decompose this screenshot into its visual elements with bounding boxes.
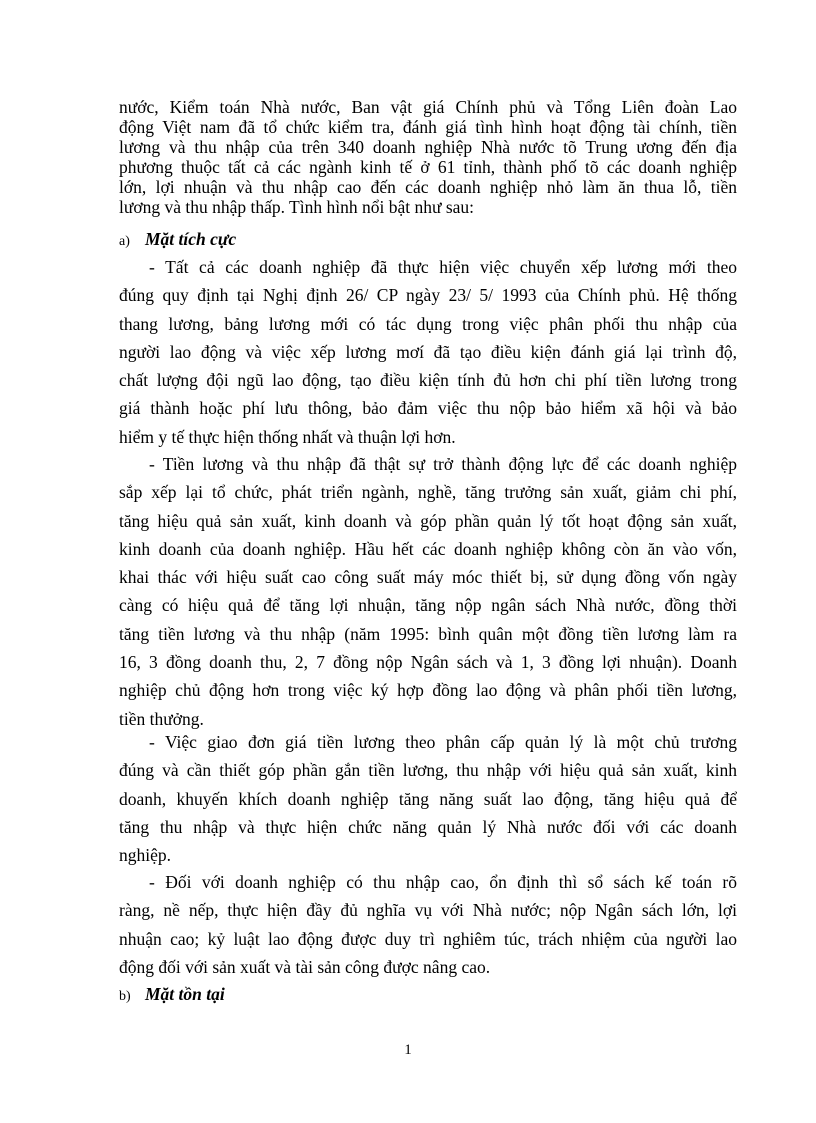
section-b-heading — [119, 984, 225, 1007]
intro-paragraph — [119, 97, 737, 217]
text-line: tăng tiền lương và thu nhập (năm 1995: bình quân một đồng tiền lương làm ra — [119, 623, 737, 644]
page-number: 1 — [404, 1042, 412, 1058]
text-line: tăng thu nhập và thực hiện chức năng quản lý Nhà nước đối với các doanh — [119, 816, 737, 837]
text-line: - Việc giao đơn giá tiền lương theo phân cấp quản lý là một chủ trương — [149, 732, 737, 752]
section-a-title: Mặt tích cực — [145, 229, 237, 249]
text-line: nhuận cao; kỷ luật lao động được duy trì nghiêm túc, trách nhiệm của người lao — [119, 928, 737, 949]
paragraph-3 — [119, 728, 737, 869]
paragraph-2 — [119, 450, 737, 733]
section-b-title: Mặt tồn tại — [145, 984, 225, 1004]
text-line: nghiệp chủ động hơn trong việc ký hợp đồng lao động và phân phối tiền lương, — [119, 680, 737, 701]
text-line: ràng, nề nếp, thực hiện đầy đủ nghĩa vụ với Nhà nước; nộp Ngân sách lớn, lợi — [119, 900, 737, 921]
section-a-label: a) — [119, 234, 130, 249]
text-line: càng có hiệu quả để tăng lợi nhuận, tăng nộp ngân sách Nhà nước, đồng thời — [119, 595, 737, 616]
text-line: động Việt nam đã tổ chức kiểm tra, đánh giá tình hình hoạt động tài chính, tiền — [119, 117, 737, 137]
text-line: kinh doanh của doanh nghiệp. Hầu hết các doanh nghiệp không còn ăn vào vốn, — [119, 538, 737, 559]
text-line: thang lương, bảng lương mới có tác dụng trong việc phân phối thu nhập của — [119, 313, 737, 334]
text-line: tăng hiệu quả sản xuất, kinh doanh và góp phần quản lý tốt hoạt động sản xuất, — [119, 510, 737, 531]
text-line: động đối với sản xuất và tài sản công được nâng cao. — [119, 956, 491, 977]
text-line: - Tiền lương và thu nhập đã thật sự trở thành động lực để các doanh nghiệp — [149, 454, 737, 474]
text-line: khai thác với hiệu suất cao công suất máy móc thiết bị, sử dụng đồng vốn ngày — [119, 567, 737, 588]
section-b-label: b) — [119, 989, 131, 1004]
text-line: lương và thu nhập của trên 340 doanh nghiệp Nhà nước tõ Trung ương đến địa — [119, 137, 737, 157]
text-line: lớn, lợi nhuận và thu nhập cao đến các doanh nghiệp nhỏ làm ăn thua lỗ, tiền — [119, 177, 737, 197]
paragraph-4 — [119, 868, 737, 981]
text-line: 16, 3 đồng doanh thu, 2, 7 đồng nộp Ngân sách và 1, 3 đồng lợi nhuận). Doanh — [119, 652, 737, 673]
paragraph-1 — [119, 253, 737, 451]
text-line: nghiệp. — [119, 845, 172, 866]
text-line: đúng quy định tại Nghị định 26/ CP ngày 23/ 5/ 1993 của Chính phủ. Hệ thống — [119, 285, 737, 306]
text-line: lương và thu nhập thấp. Tình hình nổi bật như sau: — [119, 197, 475, 217]
section-a-heading — [119, 229, 236, 252]
text-line: doanh, khuyến khích doanh nghiệp tăng năng suất lao động, tăng hiệu quả để — [119, 788, 737, 809]
text-line: - Đối với doanh nghiệp có thu nhập cao, ổn định thì sổ sách kế toán rõ — [149, 872, 737, 892]
text-line: giá thành hoặc phí lưu thông, bảo đảm việc thu nộp bảo hiểm xã hội và bảo — [119, 398, 737, 419]
text-line: sắp xếp lại tổ chức, phát triển ngành, nghề, tăng trưởng sản xuất, giảm chi phí, — [119, 482, 737, 503]
text-line: chất lượng đội ngũ lao động, tạo điều kiện tính đủ hơn chi phí tiền lương trong — [119, 370, 737, 391]
text-line: nước, Kiểm toán Nhà nước, Ban vật giá Chính phủ và Tổng Liên đoàn Lao — [119, 97, 737, 117]
text-line: người lao động và việc xếp lương mơí đã tạo điều kiện đánh giá lại trình độ, — [119, 341, 737, 362]
text-line: đúng và cần thiết góp phần gắn tiền lương, thu nhập với hiệu quả sản xuất, kinh — [119, 760, 737, 781]
text-line: - Tất cả các doanh nghiệp đã thực hiện việc chuyển xếp lương mới theo — [149, 257, 737, 277]
text-line: tiền thưởng. — [119, 708, 204, 729]
text-line: hiểm y tế thực hiện thống nhất và thuận lợi hơn. — [119, 426, 456, 447]
text-line: phương thuộc tất cả các ngành kinh tế ở 61 tỉnh, thành phố tõ các doanh nghiệp — [119, 157, 737, 177]
